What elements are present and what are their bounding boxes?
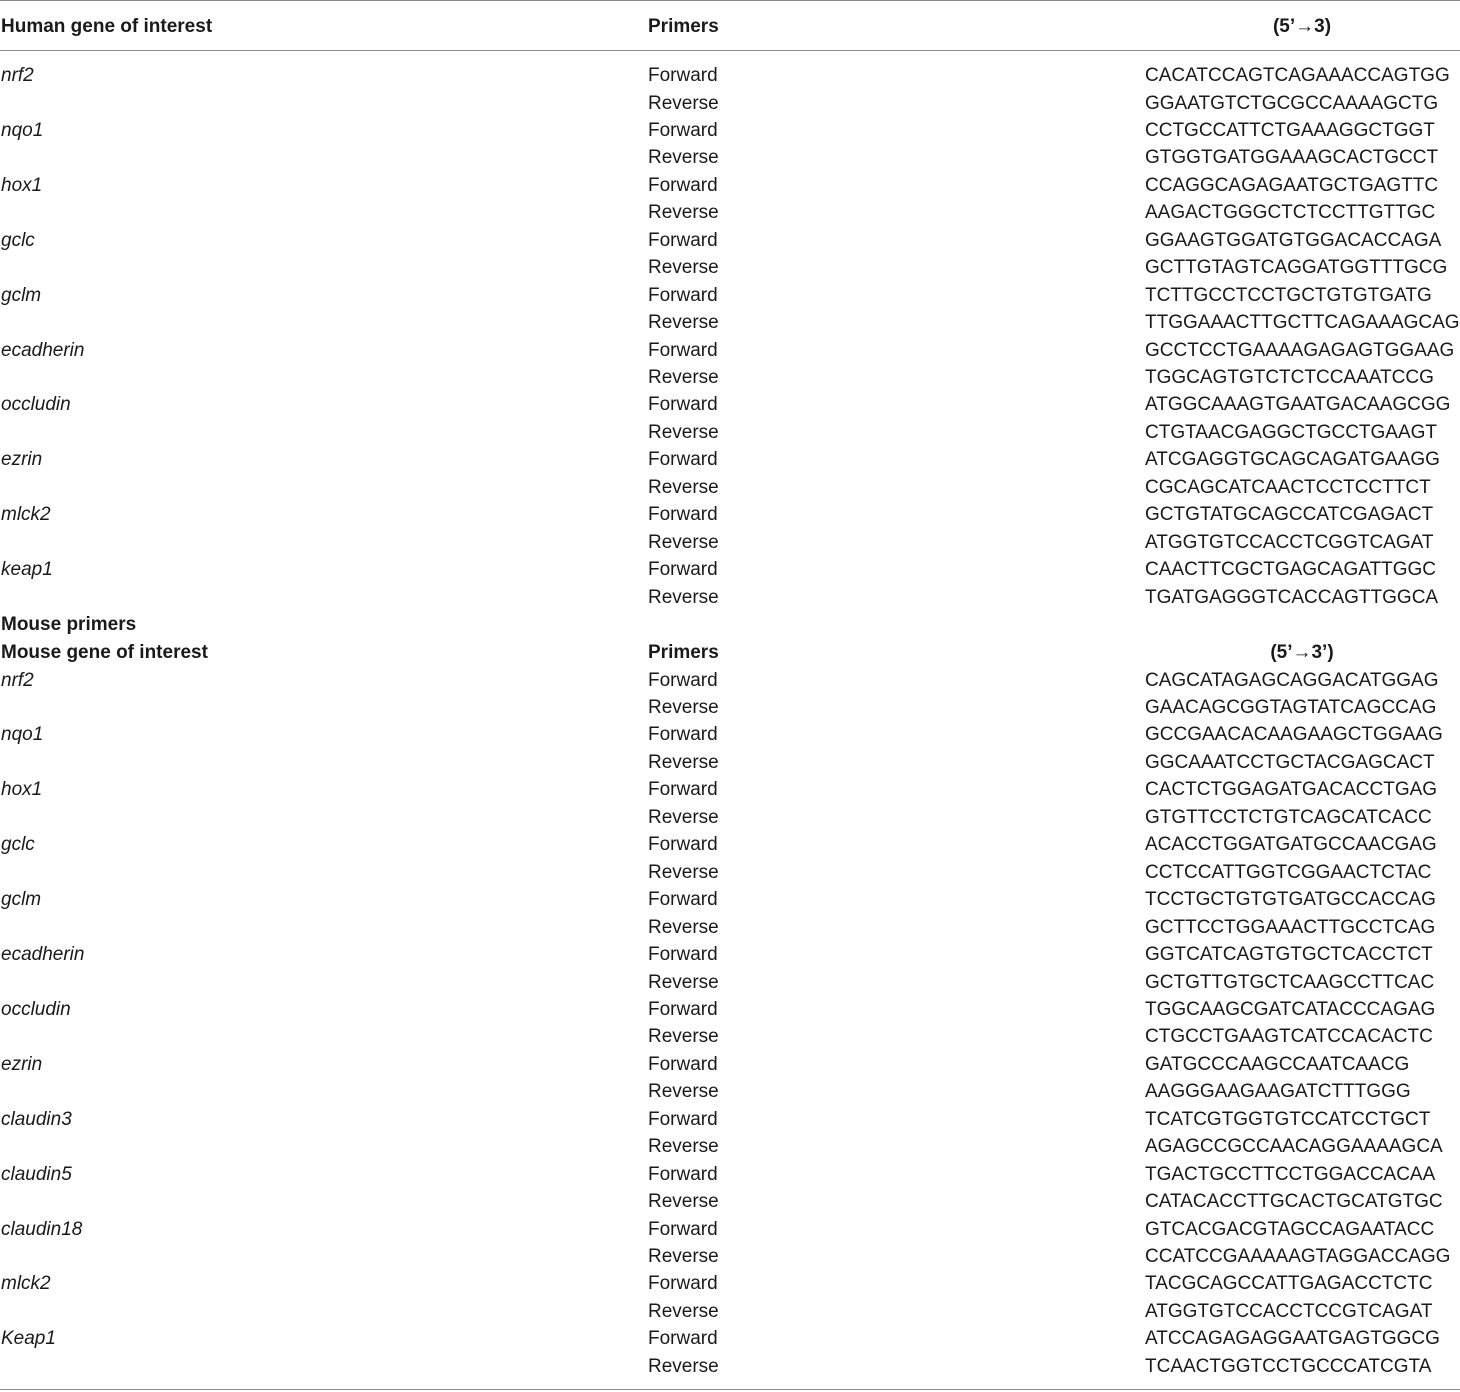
primer-sequence-cell: AAGGGAAGAAGATCTTTGGG [1145, 1081, 1411, 1103]
table-row [0, 309, 1460, 337]
table-row [0, 969, 1460, 997]
table-row [0, 1270, 1460, 1298]
table-row [0, 391, 1460, 419]
primer-direction-cell: Forward [648, 174, 718, 196]
table-row [0, 749, 1460, 777]
primer-direction-cell: Reverse [648, 1245, 719, 1267]
gene-name-cell: mlck2 [1, 504, 51, 526]
gene-name-cell: gclm [1, 284, 42, 306]
primer-direction-cell: Reverse [648, 92, 719, 114]
table-row [0, 1188, 1460, 1216]
primer-sequence-cell: ATGGTGTCCACCTCGGTCAGAT [1145, 531, 1434, 553]
gene-name-cell: hox1 [1, 779, 43, 801]
primer-direction-cell: Forward [648, 1273, 718, 1295]
primer-direction-cell: Forward [648, 834, 718, 856]
mouse-section-title: Mouse primers [1, 614, 137, 635]
primer-direction-cell: Reverse [648, 476, 719, 498]
table-row [0, 1325, 1460, 1353]
table-row [0, 804, 1460, 832]
table-row [0, 1216, 1460, 1244]
primer-direction-cell: Forward [648, 449, 718, 471]
primer-direction-cell: Reverse [648, 697, 719, 718]
primer-direction-cell: Reverse [648, 971, 719, 993]
table-row [0, 254, 1460, 282]
primer-direction-cell: Forward [648, 1053, 718, 1075]
table-row [0, 1106, 1460, 1134]
gene-name-cell: claudin3 [1, 1108, 72, 1130]
table-row [0, 529, 1460, 557]
primer-direction-cell: Reverse [648, 861, 719, 883]
mouse-primers-header: Primers [648, 642, 719, 663]
primer-direction-cell: Forward [648, 119, 718, 141]
primer-sequence-cell: TCCTGCTGTGTGATGCCACCAG [1145, 889, 1436, 911]
mouse-header-row [0, 639, 1460, 667]
primer-direction-cell: Forward [648, 229, 718, 251]
primer-sequence-cell: TCATCGTGGTGTCCATCCTGCT [1145, 1108, 1431, 1130]
primer-direction-cell: Reverse [648, 1081, 719, 1103]
primer-direction-cell: Forward [648, 724, 718, 746]
primer-direction-cell: Reverse [648, 916, 719, 938]
primer-sequence-cell: GGTCATCAGTGTGCTCACCTCT [1145, 944, 1433, 965]
human-header-row [0, 13, 1460, 41]
table-row [0, 1023, 1460, 1051]
table-row [0, 90, 1460, 118]
gene-name-cell: nrf2 [1, 669, 34, 691]
primer-sequence-cell: CATACACCTTGCACTGCATGTGC [1145, 1191, 1443, 1212]
primer-sequence-cell: GCCTCCTGAAAAGAGAGTGGAAG [1145, 339, 1455, 361]
primer-direction-cell: Reverse [648, 1300, 719, 1322]
primer-sequence-cell: CGCAGCATCAACTCCTCCTTCT [1145, 476, 1431, 498]
primer-sequence-cell: ATCGAGGTGCAGCAGATGAAGG [1145, 449, 1440, 471]
primer-direction-cell: Forward [648, 1328, 718, 1350]
table-row [0, 144, 1460, 172]
gene-name-cell: nrf2 [1, 65, 34, 86]
primer-sequence-cell: GTGGTGATGGAAAGCACTGCCT [1145, 147, 1439, 169]
primer-direction-cell: Reverse [648, 751, 719, 773]
primer-sequence-cell: GGAAGTGGATGTGGACACCAGA [1145, 229, 1442, 251]
table-row [0, 1133, 1460, 1161]
table-row [0, 1051, 1460, 1079]
table-row [0, 501, 1460, 529]
primer-direction-cell: Reverse [648, 312, 719, 333]
top-rule [0, 0, 1460, 1]
primer-sequence-cell: GTGTTCCTCTGTCAGCATCACC [1145, 806, 1432, 828]
table-row [0, 776, 1460, 804]
table-row [0, 996, 1460, 1024]
primer-sequence-cell: CCTGCCATTCTGAAAGGCTGGT [1145, 119, 1435, 141]
primer-sequence-cell: ACACCTGGATGATGCCAACGAG [1145, 834, 1437, 856]
primer-sequence-cell: GAACAGCGGTAGTATCAGCCAG [1145, 697, 1437, 718]
table-row [0, 1243, 1460, 1271]
primer-direction-cell: Forward [648, 65, 718, 86]
primer-sequence-cell: GCTGTATGCAGCCATCGAGACT [1145, 504, 1434, 526]
primer-sequence-cell: GCTTCCTGGAAACTTGCCTCAG [1145, 916, 1436, 938]
primer-direction-cell: Forward [648, 1218, 718, 1240]
table-row [0, 282, 1460, 310]
primer-sequence-cell: TCTTGCCTCCTGCTGTGTGATG [1145, 284, 1432, 306]
gene-name-cell: keap1 [1, 559, 53, 581]
primer-sequence-cell: CTGCCTGAAGTCATCCACACTC [1145, 1026, 1433, 1048]
primer-sequence-cell: CAGCATAGAGCAGGACATGGAG [1145, 669, 1439, 691]
primer-sequence-cell: ATGGCAAAGTGAATGACAAGCGG [1145, 394, 1451, 416]
primer-sequence-cell: CAACTTCGCTGAGCAGATTGGC [1145, 559, 1436, 581]
table-row [0, 62, 1460, 90]
primer-direction-cell: Forward [648, 779, 718, 801]
gene-name-cell: nqo1 [1, 119, 44, 141]
primer-direction-cell: Reverse [648, 1191, 719, 1212]
primer-direction-cell: Forward [648, 394, 718, 416]
primer-sequence-cell: AGAGCCGCCAACAGGAAAAGCA [1145, 1136, 1443, 1158]
primer-sequence-cell: TCAACTGGTCCTGCCCATCGTA [1145, 1355, 1432, 1377]
gene-name-cell: ecadherin [1, 339, 85, 361]
gene-name-cell: gclc [1, 229, 35, 251]
primer-sequence-cell: TGACTGCCTTCCTGGACCACAA [1145, 1163, 1436, 1185]
primer-sequence-cell: GCTGTTGTGCTCAAGCCTTCAC [1145, 971, 1435, 993]
primer-sequence-cell: GATGCCCAAGCCAATCAACG [1145, 1053, 1410, 1075]
primer-direction-cell: Forward [648, 998, 718, 1020]
primer-direction-cell: Forward [648, 504, 718, 526]
primer-direction-cell: Reverse [648, 202, 719, 224]
table-row [0, 172, 1460, 200]
header-rule [0, 50, 1460, 51]
gene-name-cell: ecadherin [1, 944, 85, 965]
primer-sequence-cell: TGATGAGGGTCACCAGTTGGCA [1145, 586, 1439, 608]
table-row [0, 831, 1460, 859]
gene-name-cell: nqo1 [1, 724, 44, 746]
primer-sequence-cell: CCAGGCAGAGAATGCTGAGTTC [1145, 174, 1439, 196]
primer-direction-cell: Reverse [648, 147, 719, 169]
table-row [0, 556, 1460, 584]
table-row [0, 721, 1460, 749]
table-row [0, 446, 1460, 474]
primer-direction-cell: Forward [648, 669, 718, 691]
table-row [0, 859, 1460, 887]
table-row [0, 1078, 1460, 1106]
primer-direction-cell: Forward [648, 1108, 718, 1130]
primer-direction-cell: Reverse [648, 1355, 719, 1377]
gene-name-cell: occludin [1, 394, 71, 416]
primer-direction-cell: Forward [648, 1163, 718, 1185]
table-row [0, 1161, 1460, 1189]
primer-direction-cell: Forward [648, 559, 718, 581]
primer-direction-cell: Reverse [648, 586, 719, 608]
gene-name-cell: claudin18 [1, 1218, 83, 1240]
gene-name-cell: gclc [1, 834, 35, 856]
primer-direction-cell: Reverse [648, 531, 719, 553]
table-row [0, 227, 1460, 255]
primer-direction-cell: Forward [648, 284, 718, 306]
primer-sequence-cell: ATCCAGAGAGGAATGAGTGGCG [1145, 1328, 1440, 1350]
primer-direction-cell: Reverse [648, 421, 719, 443]
primer-sequence-cell: TGGCAGTGTCTCTCCAAATCCG [1145, 366, 1434, 388]
primer-sequence-cell: AAGACTGGGCTCTCCTTGTTGC [1145, 202, 1436, 224]
primer-sequence-cell: CACTCTGGAGATGACACCTGAG [1145, 779, 1438, 801]
primer-direction-cell: Reverse [648, 1136, 719, 1158]
primer-direction-cell: Reverse [648, 366, 719, 388]
mouse-gene-header: Mouse gene of interest [1, 642, 208, 663]
primer-sequence-cell: TTGGAAACTTGCTTCAGAAAGCAG [1145, 312, 1460, 333]
primer-sequence-cell: TGGCAAGCGATCATACCCAGAG [1145, 998, 1436, 1020]
primer-sequence-cell: CCTCCATTGGTCGGAACTCTAC [1145, 861, 1432, 883]
gene-name-cell: mlck2 [1, 1273, 51, 1295]
table-row [0, 667, 1460, 695]
mouse-sequence-header: (5’→3’) [1270, 642, 1334, 663]
human-gene-header: Human gene of interest [1, 16, 213, 37]
primer-sequence-cell: GCCGAACACAAGAAGCTGGAAG [1145, 724, 1443, 746]
mouse-section-title-row [0, 611, 1460, 639]
table-row [0, 337, 1460, 365]
table-row [0, 941, 1460, 969]
gene-name-cell: occludin [1, 998, 71, 1020]
table-row [0, 694, 1460, 722]
primer-sequence-cell: GTCACGACGTAGCCAGAATACC [1145, 1218, 1435, 1240]
primer-sequence-cell: CACATCCAGTCAGAAACCAGTGG [1145, 65, 1450, 86]
primer-direction-cell: Forward [648, 339, 718, 361]
primer-direction-cell: Reverse [648, 806, 719, 828]
table-row [0, 914, 1460, 942]
table-row [0, 199, 1460, 227]
primer-sequence-cell: GCTTGTAGTCAGGATGGTTTGCG [1145, 257, 1448, 279]
primer-direction-cell: Reverse [648, 1026, 719, 1048]
table-row [0, 474, 1460, 502]
gene-name-cell: ezrin [1, 449, 43, 471]
primer-direction-cell: Reverse [648, 257, 719, 279]
table-row [0, 364, 1460, 392]
human-sequence-header: (5’→3) [1272, 16, 1332, 37]
gene-name-cell: Keap1 [1, 1328, 56, 1350]
gene-name-cell: claudin5 [1, 1163, 72, 1185]
table-row [0, 886, 1460, 914]
table-row [0, 117, 1460, 145]
primer-sequence-cell: CTGTAACGAGGCTGCCTGAAGT [1145, 421, 1438, 443]
bottom-rule [0, 1389, 1460, 1390]
primer-sequence-cell: TACGCAGCCATTGAGACCTCTC [1145, 1273, 1433, 1295]
primer-sequence-cell: CCATCCGAAAAAGTAGGACCAGG [1145, 1245, 1451, 1267]
table-row [0, 584, 1460, 612]
table-row [0, 1298, 1460, 1326]
gene-name-cell: gclm [1, 889, 42, 911]
human-primers-header: Primers [648, 16, 719, 37]
table-row [0, 1353, 1460, 1381]
primer-sequence-cell: GGCAAATCCTGCTACGAGCACT [1145, 751, 1435, 773]
primer-sequence-cell: GGAATGTCTGCGCCAAAAGCTG [1145, 92, 1439, 114]
table-row [0, 419, 1460, 447]
primer-direction-cell: Forward [648, 889, 718, 911]
primer-sequence-cell: ATGGTGTCCACCTCCGTCAGAT [1145, 1300, 1433, 1322]
gene-name-cell: ezrin [1, 1053, 43, 1075]
gene-name-cell: hox1 [1, 174, 43, 196]
primer-direction-cell: Forward [648, 944, 718, 965]
